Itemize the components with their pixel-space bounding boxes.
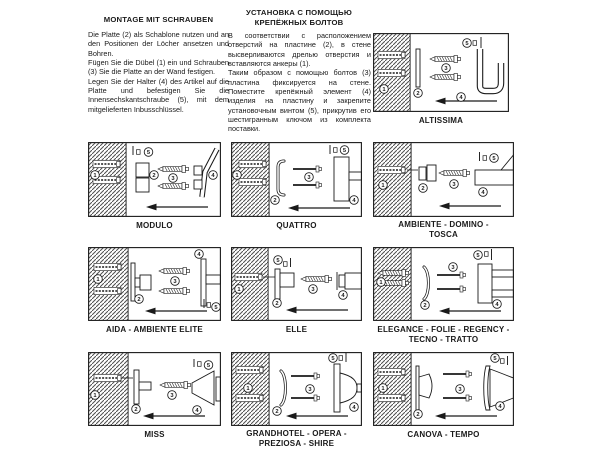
callout-5: [204, 361, 213, 370]
diagram-altissima: [373, 33, 509, 112]
callout-3: [449, 263, 458, 272]
screw-icon: [160, 382, 191, 389]
callout-2: [419, 184, 428, 193]
panel-label-elle: ELLE: [285, 325, 308, 334]
screw-icon: [430, 74, 461, 81]
direction-arrow: [288, 205, 350, 212]
callout-1: [244, 384, 253, 393]
panel-label-grandhotel-opera-preziosa-shire: GRANDHOTEL - OPERA - PREZIOSA - SHIRE: [246, 429, 347, 448]
anchor-icon: [235, 273, 262, 280]
callout-1: [377, 278, 386, 287]
screw-icon: [159, 288, 190, 295]
svg-text:1: 1: [93, 173, 97, 179]
callout-1: [94, 275, 103, 284]
diagram-ambiente-domino-tosca: [373, 142, 514, 217]
mounting-plate: [281, 371, 286, 405]
svg-text:4: 4: [341, 293, 345, 299]
bolt-icon: [443, 395, 472, 401]
direction-arrow: [439, 203, 501, 210]
svg-text:5: 5: [476, 253, 480, 259]
callout-3: [305, 173, 314, 182]
panel-label-canova-tempo: CANOVA - TEMPO: [407, 430, 480, 439]
diagram-elle: [231, 247, 362, 321]
bolt-icon: [443, 371, 472, 377]
callout-3: [306, 385, 315, 394]
anchor-icon: [94, 287, 121, 294]
svg-text:2: 2: [421, 186, 425, 192]
svg-text:4: 4: [481, 190, 485, 196]
callout-4: [193, 406, 202, 415]
diagram-canova-tempo: [373, 352, 514, 426]
anchor-icon: [378, 69, 405, 76]
mounting-plate: [427, 165, 436, 181]
mounting-plate: [419, 167, 426, 180]
callout-4: [496, 402, 505, 411]
callout-3: [456, 385, 465, 394]
callout-4: [350, 403, 359, 412]
callout-4: [209, 171, 218, 180]
mounting-plate: [424, 267, 429, 299]
svg-text:2: 2: [137, 297, 141, 303]
screw-icon: [158, 166, 189, 173]
callout-2: [271, 196, 280, 205]
direction-arrow: [146, 204, 208, 211]
callout-2: [132, 405, 141, 414]
callout-2: [135, 295, 144, 304]
callout-4: [479, 188, 488, 197]
setscrew-icon: [483, 156, 487, 161]
panel-label-ambiente-domino-tosca: AMBIENTE - DOMINO - TOSCA: [398, 220, 489, 239]
svg-text:2: 2: [273, 198, 277, 204]
callout-4: [339, 291, 348, 300]
svg-text:3: 3: [311, 287, 315, 293]
direction-arrow: [435, 98, 497, 105]
mounting-plate: [278, 161, 284, 195]
svg-text:2: 2: [152, 173, 156, 179]
callout-3: [442, 64, 451, 73]
bolt-icon: [293, 182, 322, 188]
svg-text:2: 2: [416, 91, 420, 97]
hook-holder: [480, 49, 501, 91]
callout-2: [150, 171, 159, 180]
svg-text:1: 1: [381, 386, 385, 392]
mounting-plate: [416, 49, 420, 87]
diagram-grandhotel-opera-preziosa-shire: [231, 352, 362, 426]
svg-text:4: 4: [495, 302, 499, 308]
callout-4: [195, 250, 204, 259]
anchor-icon: [236, 366, 263, 373]
callout-5: [274, 256, 283, 265]
russian-title: УСТАНОВКА С ПОМОЩЬЮ КРЕПЁЖНЫХ БОЛТОВ: [245, 8, 353, 27]
mounting-plate: [275, 269, 294, 299]
svg-text:5: 5: [493, 356, 497, 362]
direction-arrow: [435, 413, 497, 420]
screw-icon: [301, 276, 332, 283]
callout-3: [450, 180, 459, 189]
anchor-icon: [378, 166, 405, 173]
svg-text:4: 4: [197, 252, 201, 258]
svg-text:5: 5: [342, 148, 347, 154]
panel-label-elegance-folie-regency-tecno-tratto: ELEGANCE - FOLIE - REGENCY - TECNO - TRATTO: [377, 325, 510, 344]
setscrew-icon: [339, 356, 343, 361]
svg-text:4: 4: [498, 404, 502, 410]
svg-text:5: 5: [276, 258, 280, 264]
anchor-icon: [236, 394, 263, 401]
direction-arrow: [439, 308, 501, 315]
setscrew-icon: [485, 252, 489, 257]
svg-text:2: 2: [275, 301, 279, 307]
russian-paragraph-2: Таким образом с помощью болтов (3) пластина фиксируется на стене. Поместите крепёжный элемент (4) изделия на пластину и закрепите установочным винтом (5), прикрутив его шестигранным ключом из комплекта поставки.: [228, 68, 371, 134]
anchor-icon: [378, 368, 405, 375]
svg-text:2: 2: [275, 409, 279, 415]
callout-5: [490, 154, 499, 163]
screw-icon: [439, 170, 470, 177]
svg-text:4: 4: [459, 95, 463, 101]
svg-text:1: 1: [379, 280, 383, 286]
svg-text:3: 3: [458, 387, 462, 393]
svg-text:3: 3: [452, 182, 456, 188]
svg-text:3: 3: [171, 176, 175, 182]
anchor-icon: [93, 160, 120, 167]
panel-label-quattro: QUATTRO: [276, 221, 317, 230]
bolt-icon: [437, 272, 466, 278]
setscrew-icon: [284, 262, 288, 267]
callout-5: [463, 39, 472, 48]
svg-text:1: 1: [96, 277, 100, 283]
german-paragraph-1: Die Platte (2) als Schablone nutzen und an den Positionen der Löcher ansetzen und Bohren.: [88, 30, 229, 58]
callout-2: [414, 89, 423, 98]
callout-1: [379, 384, 388, 393]
direction-arrow: [286, 307, 348, 314]
svg-text:1: 1: [246, 386, 250, 392]
callout-5: [144, 148, 153, 157]
screw-icon: [159, 268, 190, 275]
anchor-icon: [94, 374, 121, 381]
callout-3: [171, 277, 180, 286]
diagram-elegance-folie-regency-tecno-tratto: [373, 247, 514, 321]
setscrew-icon: [207, 303, 211, 308]
panel-label-altissima: ALTISSIMA: [418, 116, 464, 125]
callout-5: [329, 354, 338, 363]
svg-text:4: 4: [211, 173, 215, 179]
bolt-icon: [437, 286, 466, 292]
holder: [201, 259, 220, 306]
mounting-plate: [416, 366, 432, 410]
anchor-icon: [239, 178, 266, 185]
diagram-modulo: [88, 142, 221, 217]
mounting-plate: [134, 370, 151, 404]
callout-3: [309, 285, 318, 294]
anchor-icon: [239, 160, 266, 167]
direction-arrow: [145, 308, 207, 315]
svg-text:4: 4: [352, 405, 356, 411]
mounting-plate: [136, 178, 149, 192]
setscrew-icon: [501, 359, 505, 364]
anchor-icon: [378, 394, 405, 401]
svg-text:3: 3: [444, 66, 448, 72]
anchor-icon: [378, 51, 405, 58]
screw-icon: [430, 56, 461, 63]
svg-text:1: 1: [382, 87, 386, 93]
callout-5: [212, 303, 221, 312]
svg-text:1: 1: [381, 183, 385, 189]
setscrew-icon: [137, 150, 141, 155]
callout-1: [379, 181, 388, 190]
svg-text:3: 3: [173, 279, 177, 285]
callout-1: [91, 171, 100, 180]
svg-text:5: 5: [492, 156, 496, 162]
svg-text:1: 1: [93, 393, 97, 399]
callout-2: [273, 407, 282, 416]
setscrew-icon: [198, 362, 202, 367]
german-instructions: [88, 30, 229, 114]
svg-text:5: 5: [465, 41, 469, 47]
screw-icon: [158, 183, 189, 190]
svg-text:4: 4: [352, 198, 356, 204]
german-paragraph-3: Legen Sie der Halter (4) des Artikel auf die Platte und befestigen Sie die Innensechskantschraube (5), mit dem mitgelieferten Inbusschlüssel.: [88, 76, 229, 114]
callout-1: [91, 391, 100, 400]
callout-2: [273, 299, 282, 308]
svg-text:1: 1: [237, 287, 241, 293]
panel-label-modulo: MODULO: [136, 221, 173, 230]
svg-text:2: 2: [416, 412, 420, 418]
bolt-icon: [293, 166, 322, 172]
callout-1: [380, 85, 389, 94]
russian-instructions: [228, 31, 371, 134]
holder: [192, 371, 220, 405]
callout-4: [457, 93, 466, 102]
callout-4: [350, 196, 359, 205]
holder: [337, 272, 361, 290]
callout-5: [474, 251, 483, 260]
callout-2: [414, 410, 423, 419]
svg-text:3: 3: [307, 175, 311, 181]
callout-4: [493, 300, 502, 309]
german-title: MONTAGE MIT SCHRAUBEN: [103, 15, 214, 24]
direction-arrow: [286, 413, 348, 420]
holder: [334, 157, 362, 201]
svg-text:3: 3: [451, 265, 455, 271]
callout-2: [421, 301, 430, 310]
svg-text:3: 3: [308, 387, 312, 393]
panel-label-miss: MISS: [144, 430, 165, 439]
svg-text:5: 5: [146, 150, 151, 156]
svg-text:2: 2: [134, 407, 138, 413]
holder: [478, 264, 513, 303]
diagram-aida-ambiente-elite: [88, 247, 221, 321]
callout-3: [169, 174, 178, 183]
callout-5: [491, 354, 500, 363]
panel-label-aida-ambiente-elite: AIDA - AMBIENTE ELITE: [106, 325, 203, 334]
bolt-icon: [291, 373, 320, 379]
russian-paragraph-1: В соответствии с расположением отверстий на пластине (2), в стене высверливаются дрелью отверстия и вставляются анкеры (1).: [228, 31, 371, 69]
svg-text:5: 5: [206, 363, 211, 369]
callout-5: [340, 146, 349, 155]
setscrew-icon: [473, 41, 477, 46]
german-paragraph-2: Fügen Sie die Dübel (1) ein und Schrauben (3) Sie die Platte an der Wand festigen.: [88, 58, 229, 77]
anchor-icon: [94, 263, 121, 270]
svg-text:4: 4: [195, 408, 199, 414]
mounting-plate: [136, 163, 149, 177]
diagram-quattro: [231, 142, 362, 217]
svg-text:1: 1: [235, 173, 239, 179]
svg-text:3: 3: [170, 393, 174, 399]
callout-1: [233, 171, 242, 180]
setscrew-icon: [334, 148, 338, 153]
diagram-miss: [88, 352, 221, 426]
svg-text:5: 5: [214, 305, 218, 311]
svg-text:2: 2: [423, 303, 427, 309]
bolt-icon: [291, 395, 320, 401]
callout-1: [235, 285, 244, 294]
callout-3: [168, 391, 177, 400]
svg-text:5: 5: [331, 356, 335, 362]
